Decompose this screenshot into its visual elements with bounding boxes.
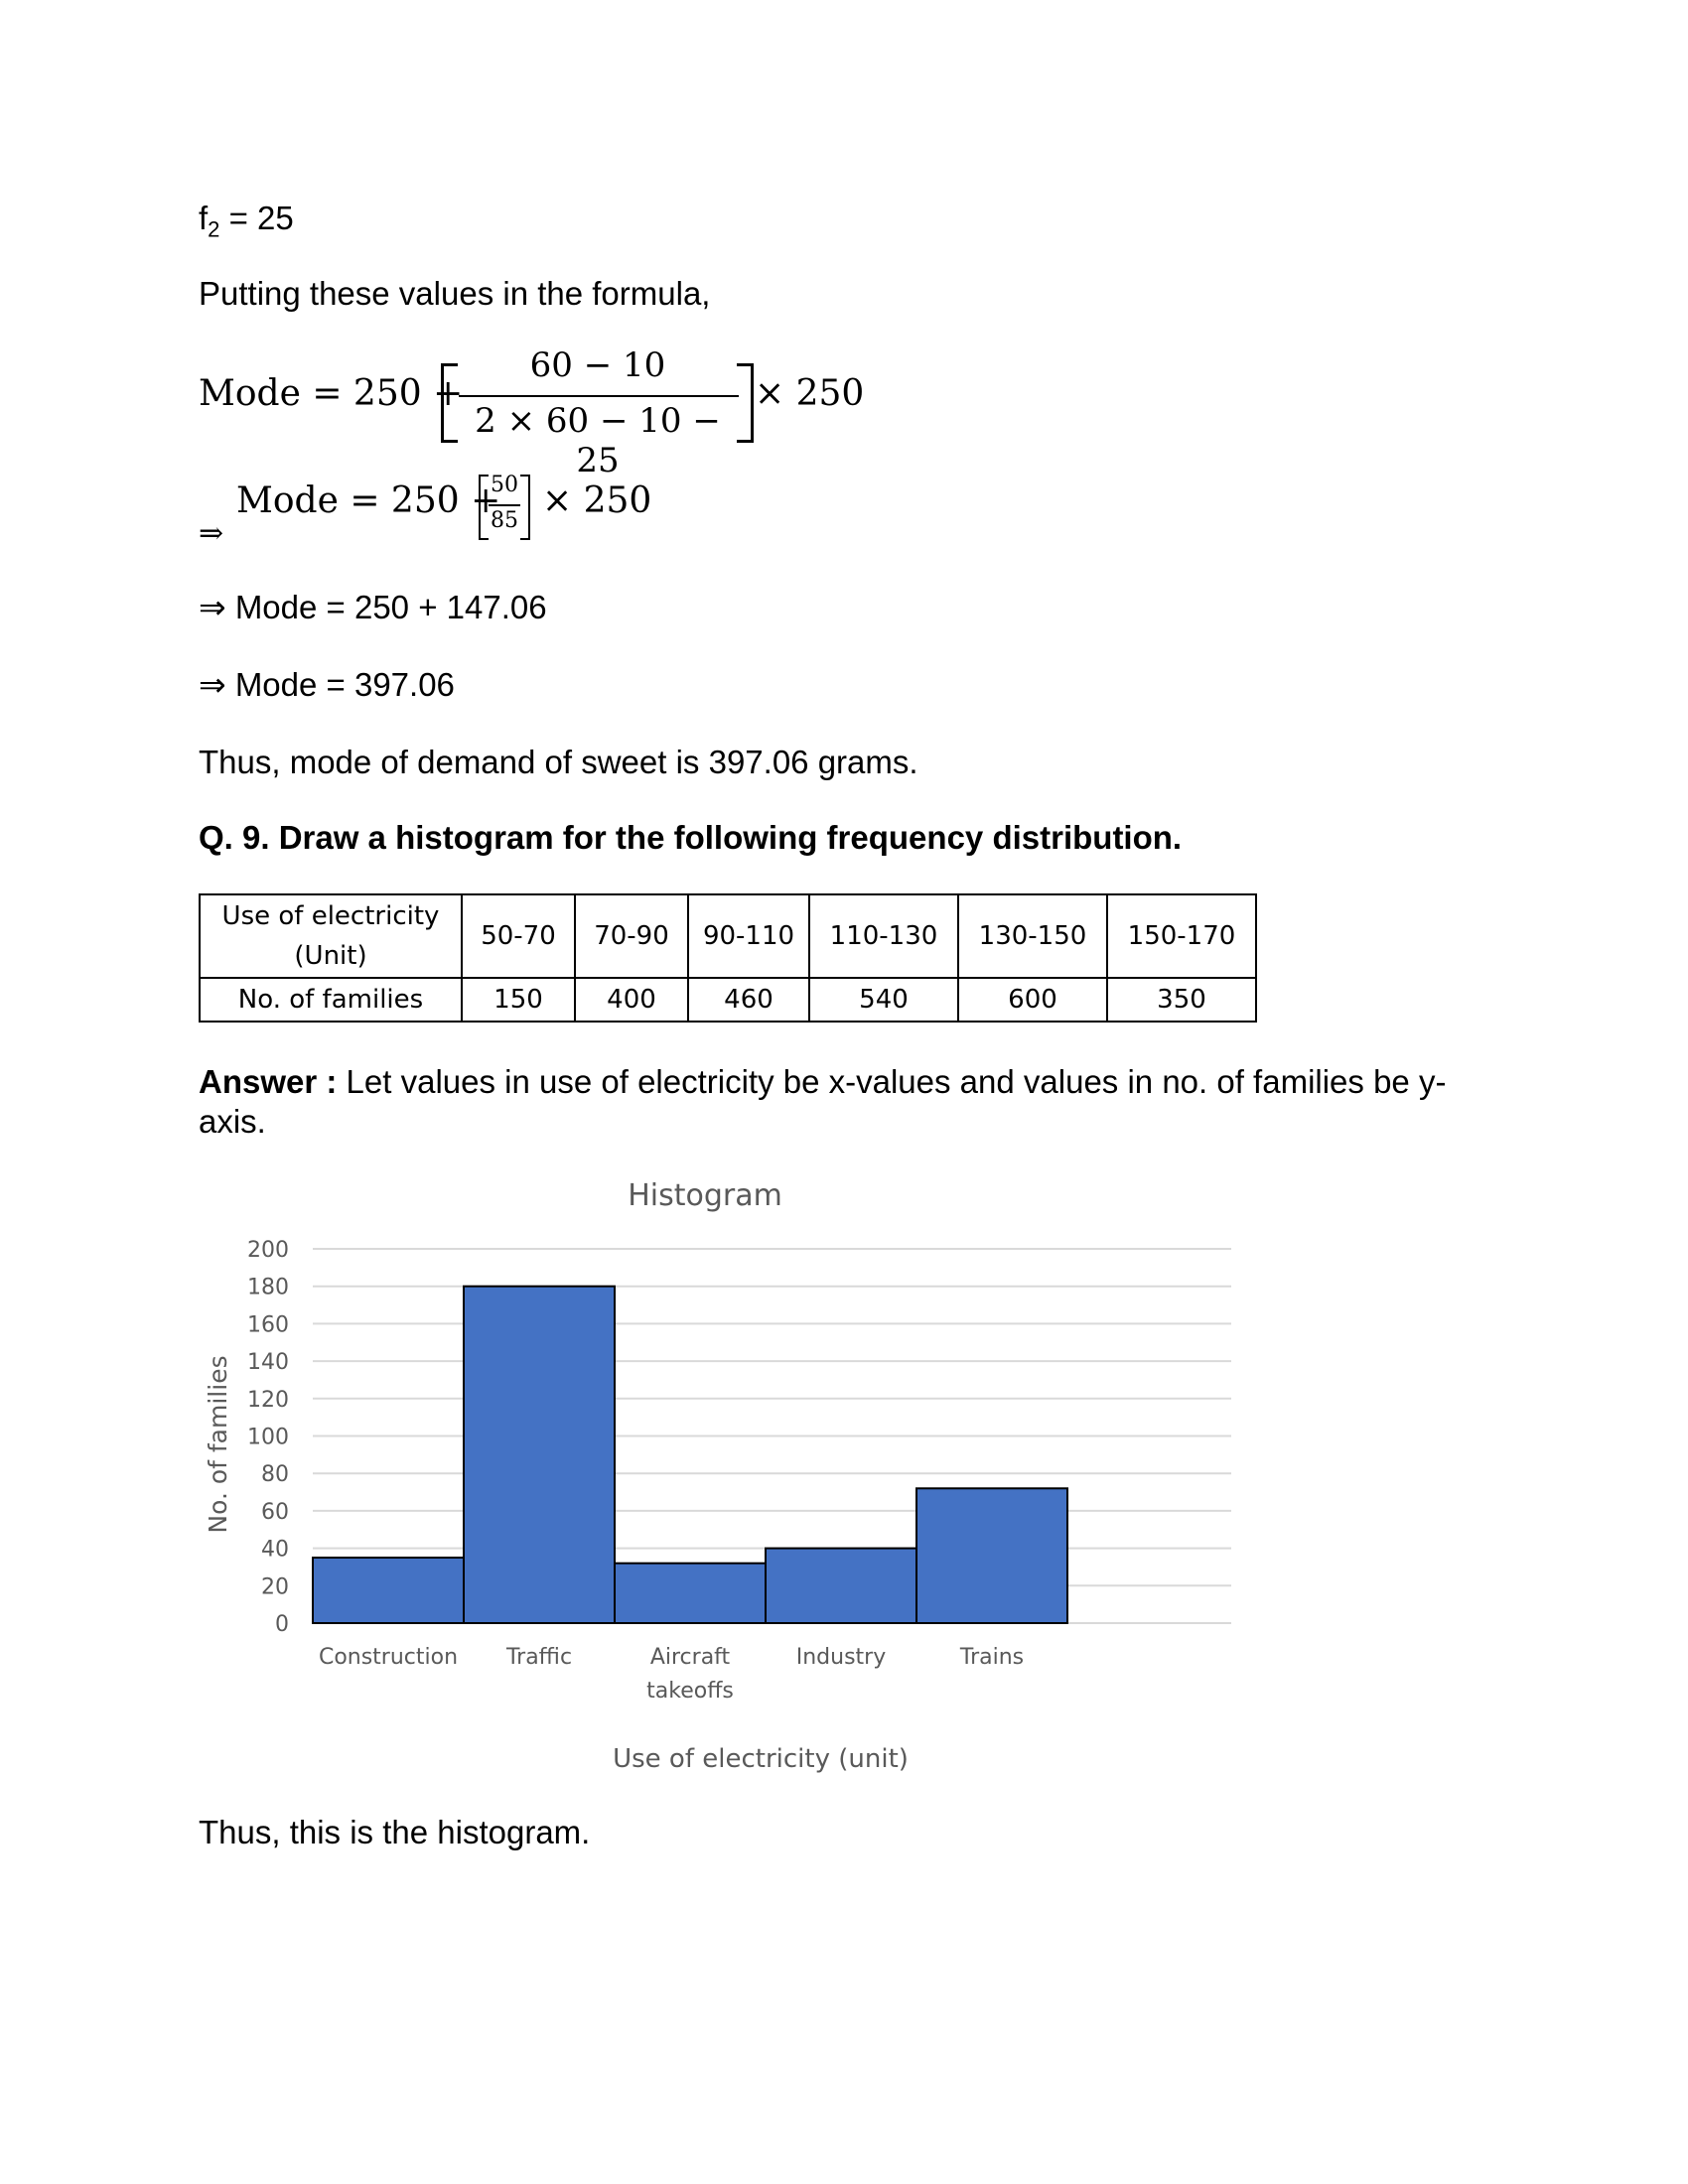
y-tick-label: 180 bbox=[247, 1275, 289, 1300]
table-value-cell: 150 bbox=[462, 978, 575, 1022]
chart-title: Histogram bbox=[628, 1178, 782, 1213]
formula-lhs: Mode = 250 + bbox=[199, 373, 464, 414]
y-axis-label: No. of families bbox=[204, 1355, 232, 1534]
table-value-cell: 460 bbox=[688, 978, 809, 1022]
histogram-bar bbox=[615, 1564, 766, 1623]
y-tick-label: 200 bbox=[247, 1238, 289, 1263]
y-tick-labels bbox=[247, 1238, 289, 1637]
y-tick-label: 40 bbox=[261, 1537, 289, 1563]
formula2-denominator: 85 bbox=[491, 508, 518, 533]
histogram-bar bbox=[464, 1287, 615, 1623]
table-class-cell: 90-110 bbox=[688, 894, 809, 978]
conclusion-text: Thus, mode of demand of sweet is 397.06 grams. bbox=[199, 744, 918, 780]
table-class-cell: 110-130 bbox=[809, 894, 958, 978]
y-tick-label: 0 bbox=[275, 1612, 289, 1637]
putting-values-text: Putting these values in the formula, bbox=[199, 275, 711, 312]
f2-base: f bbox=[199, 200, 209, 236]
final-text: Thus, this is the histogram. bbox=[199, 1814, 591, 1850]
frequency-table bbox=[199, 893, 1257, 1023]
table-class-cell: 70-90 bbox=[575, 894, 688, 978]
answer-label: Answer : bbox=[199, 1063, 338, 1100]
question-heading: Q. 9. Draw a histogram for the following frequency distribution. bbox=[199, 819, 1183, 856]
histogram-chart bbox=[199, 1171, 1251, 1787]
f2-subscript: 2 bbox=[208, 216, 220, 242]
y-tick-label: 80 bbox=[261, 1462, 289, 1488]
table-class-cell: 50-70 bbox=[462, 894, 575, 978]
x-tick-label: Industry bbox=[795, 1645, 887, 1670]
y-tick-label: 120 bbox=[247, 1387, 289, 1413]
x-tick-label: Construction bbox=[318, 1645, 459, 1670]
y-tick-label: 20 bbox=[261, 1574, 289, 1600]
histogram-bar bbox=[916, 1488, 1067, 1623]
table-row bbox=[200, 978, 1256, 1022]
x-tick-label: Trains bbox=[959, 1645, 1025, 1670]
formula2-lhs: Mode = 250 + bbox=[236, 480, 501, 521]
mode-step4: ⇒ Mode = 397.06 bbox=[199, 666, 455, 703]
table-value-cell: 540 bbox=[809, 978, 958, 1022]
table-value-cell: 400 bbox=[575, 978, 688, 1022]
formula2-rhs: × 250 bbox=[542, 480, 652, 521]
small-fraction-bar bbox=[489, 504, 520, 506]
y-tick-label: 140 bbox=[247, 1350, 289, 1376]
formula-rhs: × 250 bbox=[755, 373, 865, 414]
small-right-bracket bbox=[520, 475, 530, 540]
implies-symbol: ⇒ bbox=[199, 516, 224, 551]
y-tick-label: 60 bbox=[261, 1499, 289, 1525]
formula-denominator: 2 × 60 − 10 − 25 bbox=[475, 401, 721, 480]
fraction-bar bbox=[459, 395, 739, 397]
y-tick-label: 100 bbox=[247, 1425, 289, 1450]
histogram-bar bbox=[766, 1549, 916, 1623]
x-tick-labels bbox=[319, 1645, 1024, 1704]
bars bbox=[313, 1287, 1067, 1623]
formula-numerator: 60 − 10 bbox=[529, 345, 666, 385]
formula2-numerator: 50 bbox=[491, 473, 518, 497]
table-class-cell: 150-170 bbox=[1107, 894, 1256, 978]
answer-text: Let values in use of electricity be x-values and values in no. of families be y-axis. bbox=[199, 1063, 1447, 1140]
answer-paragraph bbox=[199, 1062, 1489, 1142]
f2-line bbox=[199, 199, 294, 250]
table-value-cell: 350 bbox=[1107, 978, 1256, 1022]
table-row bbox=[200, 894, 1256, 978]
histogram-bar bbox=[313, 1558, 464, 1623]
table-value-cell: 600 bbox=[958, 978, 1107, 1022]
right-bracket bbox=[737, 363, 754, 443]
x-tick-label: Aircraft takeoffs bbox=[646, 1645, 734, 1704]
mode-formula-step2 bbox=[199, 467, 794, 551]
table-class-cell: 130-150 bbox=[958, 894, 1107, 978]
table-row-label: No. of families bbox=[200, 978, 462, 1022]
mode-formula bbox=[199, 338, 894, 480]
formula-fraction bbox=[441, 345, 947, 480]
x-axis-label: Use of electricity (unit) bbox=[613, 1744, 909, 1774]
f2-value: = 25 bbox=[219, 200, 294, 236]
left-bracket bbox=[441, 363, 458, 443]
table-header-cell: Use of electricity (Unit) bbox=[200, 894, 462, 978]
x-tick-label: Traffic bbox=[505, 1645, 573, 1670]
mode-step3: ⇒ Mode = 250 + 147.06 bbox=[199, 589, 547, 625]
y-tick-label: 160 bbox=[247, 1312, 289, 1338]
